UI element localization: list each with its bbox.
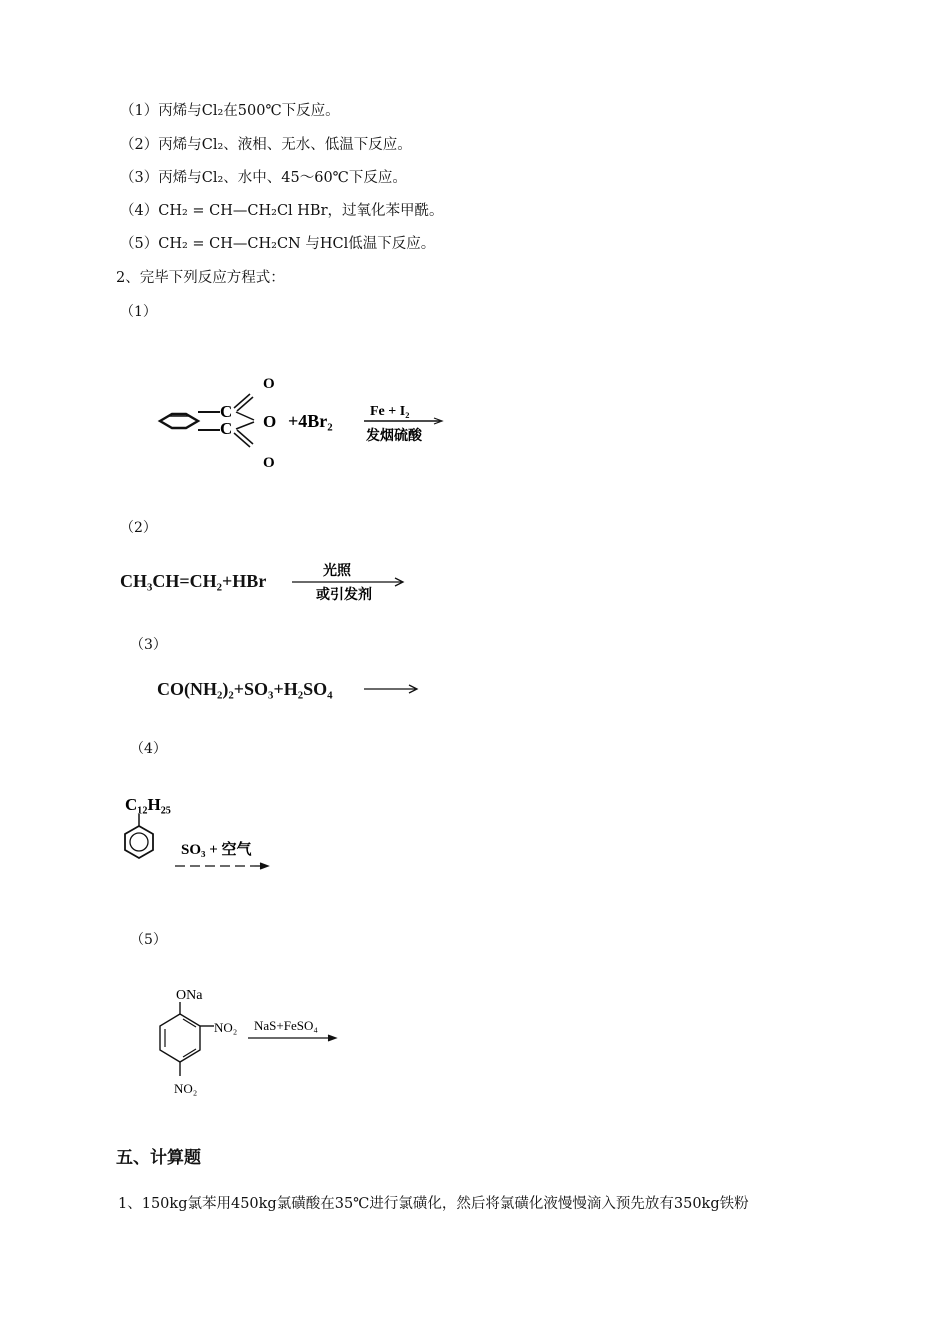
condition-above-5: NaS+FeSO₄ (254, 1018, 318, 1033)
arrow-2 (290, 558, 410, 604)
o-bottom: O (263, 455, 275, 471)
condition-1: （1）丙烯与Cl₂在500℃下反应。 (120, 103, 340, 119)
arrow-3 (362, 682, 422, 696)
condition-5: （5）CH₂ = CH—CH₂CN 与HCl低温下反应。 (120, 236, 436, 252)
carbon-top: C (220, 402, 233, 421)
section-5-heading: 五、计算题 (116, 1148, 201, 1168)
question-2-title: 2、完毕下列反应方程式： (116, 270, 285, 286)
item-1-label: （1） (120, 304, 157, 320)
no2-side: NO₂ (214, 1020, 238, 1035)
section-5-paragraph: 1、150kg氯苯用450kg氯磺酸在35℃进行氯磺化，然后将氯磺化液慢慢滴入预先放有350kg铁粉 (118, 1196, 749, 1212)
no2-bottom: NO₂ (174, 1081, 198, 1096)
reaction-5-diagram (150, 982, 350, 1097)
item-3-label: （3） (130, 637, 167, 653)
ona-group: ONa (176, 988, 203, 1003)
reagent-br2: +4Br₂ (288, 411, 333, 431)
reaction-1-diagram (150, 368, 460, 473)
condition-below-2: 或引发剂 (316, 588, 372, 603)
condition-above-2: 光照 (323, 564, 351, 579)
formula-2: CH₃CH=CH₂+HBr (120, 571, 267, 591)
o-ring: O (263, 412, 277, 431)
reaction-4-diagram (115, 790, 285, 875)
carbon-bottom: C (220, 419, 233, 438)
item-5-label: （5） (130, 932, 167, 948)
condition-above-1: Fe + I₂ (370, 404, 410, 419)
condition-above-4: SO₃ + 空气 (181, 842, 252, 858)
condition-3: （3）丙烯与Cl₂、水中、45～60℃下反应。 (120, 170, 407, 186)
formula-3: CO(NH₂)₂+SO₃+H₂SO₄ (157, 679, 333, 699)
condition-4: （4）CH₂ = CH—CH₂Cl HBr，过氧化苯甲酰。 (120, 203, 444, 219)
condition-2: （2）丙烯与Cl₂、液相、无水、低温下反应。 (120, 137, 412, 153)
item-2-label: （2） (120, 520, 157, 536)
dodecyl-group: C₁₂H₂₅ (125, 795, 171, 814)
condition-below-1: 发烟硫酸 (366, 429, 422, 444)
o-top: O (263, 376, 275, 392)
item-4-label: （4） (130, 741, 167, 757)
